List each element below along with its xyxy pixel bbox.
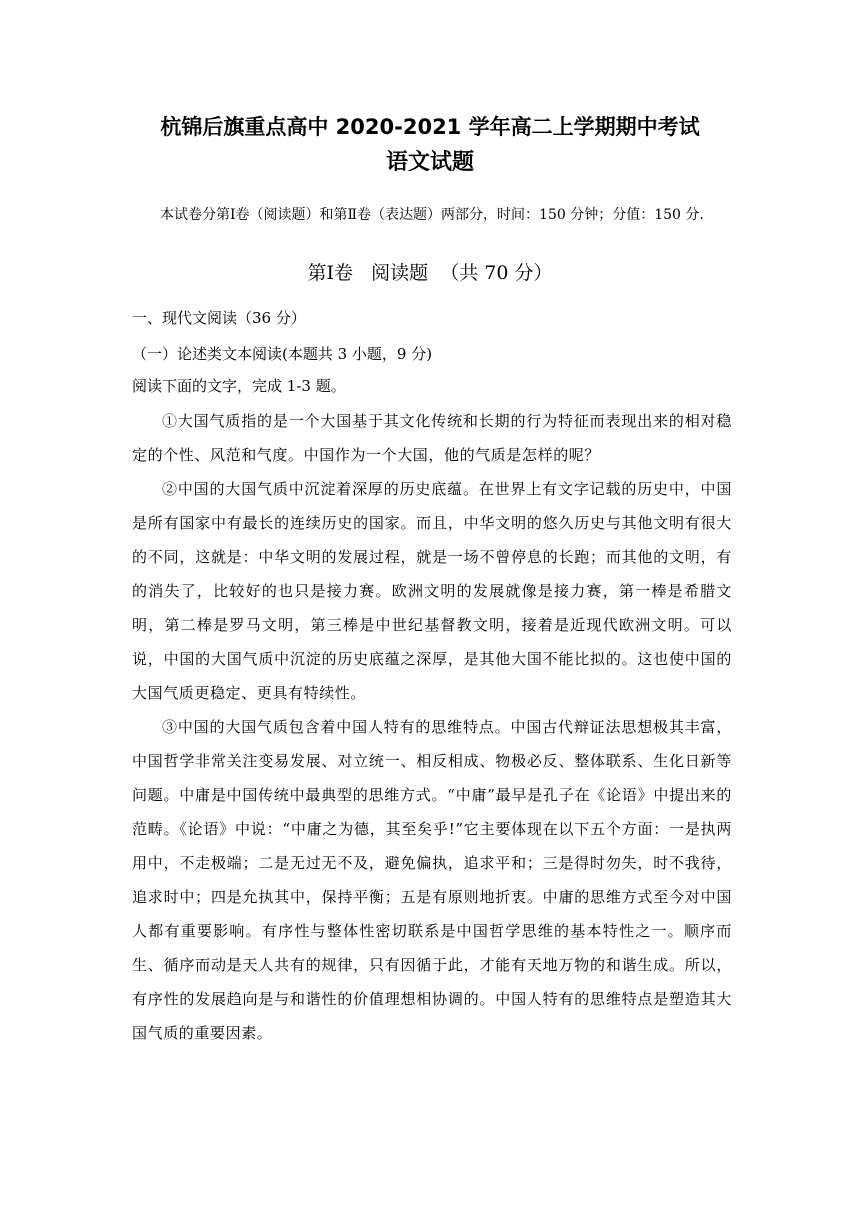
exam-subject-title: 语文试题 [385, 150, 474, 175]
part-heading: 一、现代文阅读（36 分） [132, 309, 306, 327]
reading-passage [132, 404, 732, 1050]
passage-paragraph-2: ②中国的大国气质中沉淀着深厚的历史底蕴。在世界上有文字记载的历史中，中国是所有国家中有最长的连续历史的国家。而且，中华文明的悠久历史与其他文明有很大的不同，这就是：中华文明的发展过程，就是一场不曾停息的长跑；而其他的文明，有的消失了，比较好的也只是接力赛。欧洲文明的发展就像是接力赛，第一棒是希腊文明，第二棒是罗马文明，第三棒是中世纪基督教文明，接着是近现代欧洲文明。可以说，中国的大国气质中沉淀的历史底蕴之深厚，是其他大国不能比拟的。这也使中国的大国气质更稳定、更具有特续性。 [132, 480, 732, 702]
reading-instruction: 阅读下面的文字，完成 1-3 题。 [132, 377, 346, 395]
exam-title: 杭锦后旗重点高中 2020-2021 学年高二上学期期中考试 [160, 115, 700, 139]
exam-instructions: 本试卷分第Ⅰ卷（阅读题）和第Ⅱ卷（表达题）两部分，时间：150 分钟；分值：150 分. [160, 207, 704, 223]
passage-paragraph-1: ①大国气质指的是一个大国基于其文化传统和长期的行为特征而表现出来的相对稳定的个性、风范和气度。中国作为一个大国，他的气质是怎样的呢？ [132, 412, 732, 464]
section-title: 第Ⅰ卷 阅读题 （共 70 分） [307, 262, 553, 284]
subsection-heading: （一）论述类文本阅读(本题共 3 小题，9 分) [132, 345, 433, 363]
passage-paragraph-3: ③中国的大国气质包含着中国人特有的思维特点。中国古代辩证法思想极其丰富，中国哲学非常关注变易发展、对立统一、相反相成、物极必反、整体联系、生化日新等问题。中庸是中国传统中最典型的思维方式。“中庸”最早是孔子在《论语》中提出来的范畴。《论语》中说：“中庸之为德，其至矣乎!”它主要体现在以下五个方面：一是执两用中，不走极端；二是无过无不及，避免偏执，追求平和；三是得时勿失，时不我待，追求时中；四是允执其中，保持平衡；五是有原则地折衷。中庸的思维方式至今对中国人都有重要影响。有序性与整体性密切联系是中国哲学思维的基本特性之一。顺序而生、循序而动是天人共有的规律，只有因循于此，才能有天地万物的和谐生成。所以，有序性的发展趋向是与和谐性的价值理想相协调的。中国人特有的思维特点是塑造其大国气质的重要因素。 [132, 718, 732, 1042]
